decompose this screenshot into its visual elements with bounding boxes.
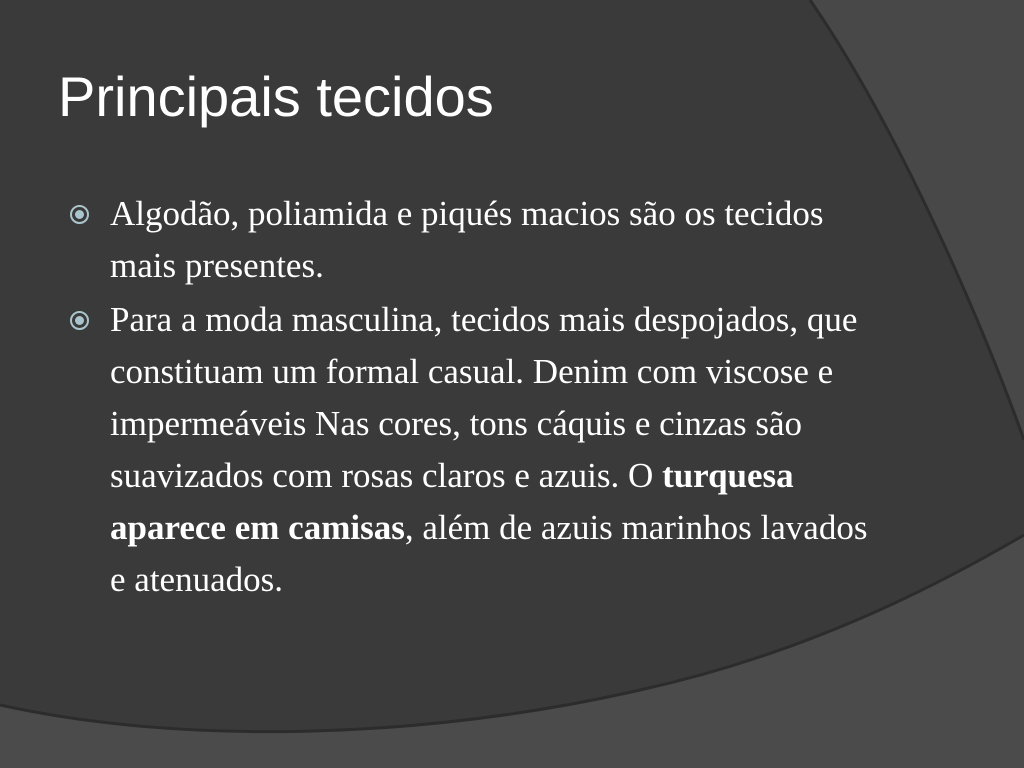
slide-title: Principais tecidos [58,65,494,128]
bullet-text: Algodão, poliamida e piqués macios são os tecidos mais presentes. [110,194,824,285]
bullet-circle-icon [70,311,89,330]
bullet-list [110,188,870,608]
bullet-text-part: , além de azuis marinhos lavados e atenuados. [110,508,868,599]
bullet-item [110,294,870,606]
bullet-text-bold: turquesa aparece em camisas [110,456,794,547]
bullet-text-part: Para a moda masculina, tecidos mais despojados, que constituam um formal casual. Denim com viscose e impermeáveis Nas cores, tons cáquis e cinzas são suavizados com rosas claros e azuis. O [110,300,858,495]
bullet-circle-icon [70,205,89,224]
bullet-item [110,188,870,292]
